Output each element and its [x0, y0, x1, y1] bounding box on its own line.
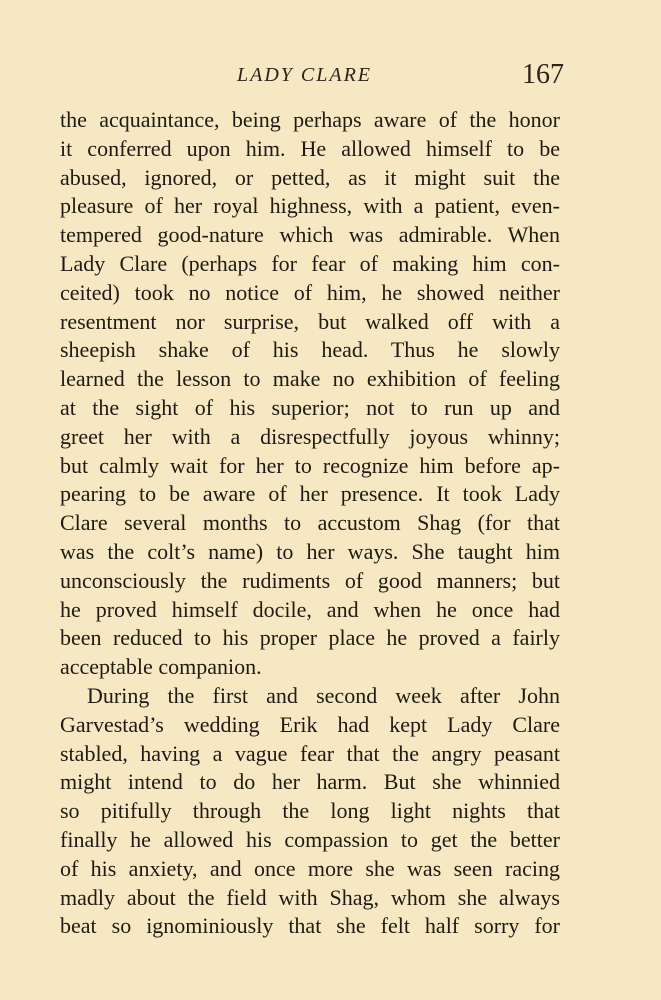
- text-line: pleasure of her royal highness, with a patient, even-: [60, 193, 560, 219]
- text-line: Garvestad’s wedding Erik had kept Lady Clare: [60, 711, 560, 737]
- text-line: at the sight of his superior; not to run up and: [60, 394, 560, 420]
- text-line: madly about the field with Shag, whom she always: [60, 884, 560, 910]
- text-line: During the first and second week after John: [87, 682, 560, 708]
- text-line: Clare several months to accustom Shag (for that: [60, 510, 560, 536]
- text-line: pearing to be aware of her presence. It took Lady: [60, 481, 560, 507]
- text-line: of his anxiety, and once more she was seen racing: [60, 855, 560, 881]
- text-line: learned the lesson to make no exhibition of feeling: [60, 366, 560, 392]
- text-line: so pitifully through the long light nights that: [60, 798, 560, 824]
- text-line: might intend to do her harm. But she whinnied: [60, 769, 560, 795]
- text-line: was the colt’s name) to her ways. She taught him: [60, 538, 560, 564]
- text-line: but calmly wait for her to recognize him before ap-: [60, 452, 560, 478]
- page-number: 167: [522, 59, 564, 90]
- text-line: sheepish shake of his head. Thus he slowly: [60, 337, 560, 363]
- text-line: tempered good-nature which was admirable. When: [60, 222, 560, 248]
- text-line: stabled, having a vague fear that the angry peasant: [60, 740, 560, 766]
- text-line: the acquaintance, being perhaps aware of the honor: [60, 107, 560, 132]
- text-line: finally he allowed his compassion to get the better: [60, 826, 560, 852]
- paragraph-1: [60, 106, 560, 682]
- text-line: ceited) took no notice of him, he showed neither: [60, 279, 560, 305]
- text-line: acceptable companion.: [60, 654, 262, 680]
- text-line: abused, ignored, or petted, as it might suit the: [60, 164, 560, 190]
- text-line: Lady Clare (perhaps for fear of making him con-: [60, 250, 560, 276]
- text-line: beat so ignominiously that she felt half sorry for: [60, 913, 560, 939]
- paragraph-2: [60, 682, 560, 941]
- text-line: resentment nor surprise, but walked off with a: [60, 308, 560, 334]
- text-line: he proved himself docile, and when he once had: [60, 596, 560, 622]
- body-text: [60, 106, 560, 941]
- text-line: greet her with a disrespectfully joyous whinny;: [60, 423, 560, 449]
- running-title: LADY CLARE: [237, 64, 373, 86]
- text-line: unconsciously the rudiments of good manners; but: [60, 567, 560, 593]
- text-line: been reduced to his proper place he proved a fairly: [60, 625, 560, 651]
- text-line: it conferred upon him. He allowed himself to be: [60, 135, 560, 161]
